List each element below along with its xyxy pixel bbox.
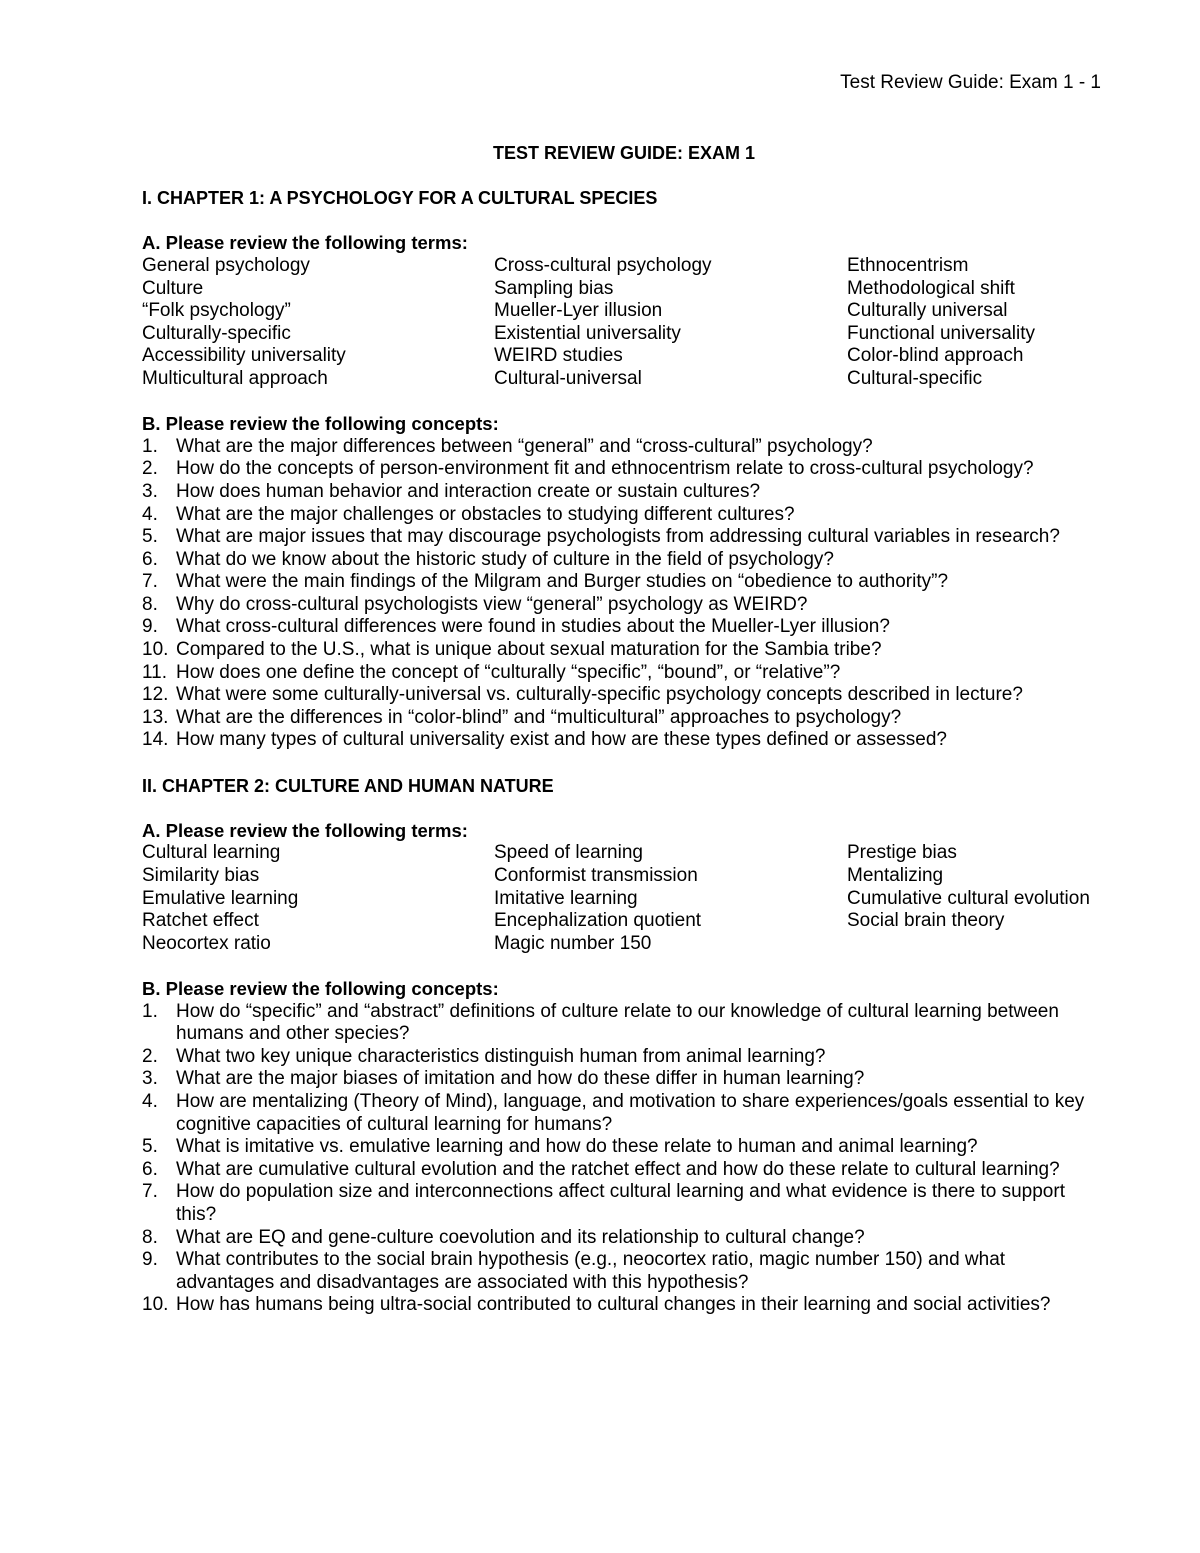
chapter-heading: II. CHAPTER 2: CULTURE AND HUMAN NATURE: [142, 775, 554, 796]
list-item: [142, 1159, 1102, 1182]
list-item: [142, 1181, 1102, 1226]
item-text: What two key unique characteristics distinguish human from animal learning?: [176, 1045, 826, 1067]
item-number: 6.: [142, 548, 158, 570]
term: Similarity bias: [142, 865, 260, 886]
list-item: [142, 684, 1102, 707]
terms-heading: A. Please review the following terms:: [142, 232, 468, 254]
term: Functional universality: [847, 322, 1035, 344]
document-title: TEST REVIEW GUIDE: EXAM 1: [492, 143, 756, 163]
document-body: [142, 142, 1102, 1317]
list-item: [142, 662, 1102, 685]
term: [847, 933, 1102, 956]
item-number: 6.: [142, 1158, 158, 1180]
item-number: 13.: [142, 706, 169, 728]
term: Cultural-specific: [847, 367, 983, 389]
item-number: 3.: [142, 1068, 158, 1090]
item-text: How do the concepts of person-environment fit and ethnocentrism relate to cross-cultural psychology?: [176, 458, 1034, 480]
list-item: [142, 1091, 1102, 1136]
term: Accessibility universality: [142, 345, 346, 367]
item-text: What are cumulative cultural evolution and the ratchet effect and how do these relate to cultural learning?: [176, 1158, 1060, 1180]
item-text: What are EQ and gene-culture coevolution and its relationship to cultural change?: [176, 1226, 865, 1248]
term: Culturally universal: [847, 300, 1008, 322]
item-number: 7.: [142, 1181, 158, 1203]
item-text: What are the major biases of imitation and how do these differ in human learning?: [176, 1068, 865, 1090]
list-item: [142, 504, 1102, 527]
list-item: [142, 1294, 1102, 1317]
item-text: What do we know about the historic study of culture in the field of psychology?: [176, 548, 834, 570]
terms-grid: [142, 255, 1102, 391]
item-text: What are the major differences between “general” and “cross-cultural” psychology?: [176, 435, 873, 457]
list-item: [142, 481, 1102, 504]
list-item: [142, 436, 1102, 459]
running-header: Test Review Guide: Exam 1 - 1: [840, 72, 1101, 93]
list-item: [142, 458, 1102, 481]
list-item: [142, 549, 1102, 572]
term: Cumulative cultural evolution: [847, 887, 1090, 909]
item-number: 10.: [142, 639, 169, 661]
concept-list: [142, 436, 1102, 752]
item-text: How do population size and interconnections affect cultural learning and what evidence is there to support this?: [176, 1181, 1065, 1225]
term: Existential universality: [494, 322, 681, 344]
item-text: How has humans being ultra-social contributed to cultural changes in their learning and social activities?: [176, 1294, 1051, 1316]
item-number: 4.: [142, 503, 158, 525]
item-text: What are the differences in “color-blind” and “multicultural” approaches to psychology?: [176, 706, 902, 728]
item-number: 10.: [142, 1294, 169, 1316]
item-number: 9.: [142, 1249, 158, 1271]
list-item: [142, 1227, 1102, 1250]
item-number: 8.: [142, 1226, 158, 1248]
term: Ratchet effect: [142, 910, 259, 932]
item-number: 5.: [142, 526, 158, 548]
term: Culturally-specific: [142, 322, 291, 344]
item-text: What is imitative vs. emulative learning and how do these relate to human and animal learning?: [176, 1136, 978, 1158]
item-text: How does one define the concept of “culturally “specific”, “bound”, or “relative”?: [176, 661, 841, 683]
term: Cross-cultural psychology: [494, 254, 712, 276]
chapter-heading: I. CHAPTER 1: A PSYCHOLOGY FOR A CULTURAL SPECIES: [142, 188, 658, 209]
term: Multicultural approach: [142, 367, 328, 389]
chapter-2-section: [142, 775, 1102, 1317]
list-item: [142, 571, 1102, 594]
item-text: How are mentalizing (Theory of Mind), language, and motivation to share experiences/goals essential to key cognitive capacities of cultural learning for humans?: [176, 1090, 1085, 1135]
item-number: 1.: [142, 1000, 158, 1022]
item-text: How do “specific” and “abstract” definitions of culture relate to our knowledge of cultural learning between humans and other species?: [176, 1000, 1059, 1045]
item-number: 12.: [142, 684, 169, 706]
list-item: [142, 1046, 1102, 1069]
term: Cultural-universal: [494, 367, 642, 389]
item-text: What cross-cultural differences were found in studies about the Mueller-Lyer illusion?: [176, 616, 890, 638]
item-text: What contributes to the social brain hypothesis (e.g., neocortex ratio, magic number 150) and what advantages and disadvantages are associated with this hypothesis?: [176, 1249, 1006, 1293]
list-item: [142, 707, 1102, 730]
item-number: 5.: [142, 1136, 158, 1158]
list-item: [142, 594, 1102, 617]
list-item: [142, 526, 1102, 549]
term: Methodological shift: [847, 277, 1015, 299]
term: Cultural learning: [142, 842, 281, 864]
concepts-heading: B. Please review the following concepts:: [142, 413, 499, 435]
item-number: 7.: [142, 571, 158, 593]
item-text: What were some culturally-universal vs. culturally-specific psychology concepts described in lecture?: [176, 684, 1023, 706]
list-item: [142, 1068, 1102, 1091]
term: Ethnocentrism: [847, 254, 969, 276]
item-number: 11.: [142, 661, 168, 683]
list-item: [142, 1136, 1102, 1159]
item-number: 2.: [142, 1045, 158, 1067]
list-item: [142, 729, 1102, 752]
list-item: [142, 639, 1102, 662]
item-text: What are the major challenges or obstacles to studying different cultures?: [176, 503, 795, 525]
term: Conformist transmission: [494, 865, 698, 886]
term: Magic number 150: [494, 932, 652, 954]
item-text: Compared to the U.S., what is unique about sexual maturation for the Sambia tribe?: [176, 639, 882, 661]
item-number: 2.: [142, 458, 158, 480]
item-number: 3.: [142, 480, 158, 502]
item-text: Why do cross-cultural psychologists view “general” psychology as WEIRD?: [176, 593, 808, 615]
item-number: 9.: [142, 616, 158, 638]
item-number: 4.: [142, 1090, 158, 1112]
term: Neocortex ratio: [142, 932, 271, 954]
list-item: [142, 1249, 1102, 1294]
list-item: [142, 1001, 1102, 1046]
terms-grid: [142, 842, 1102, 955]
concepts-heading: B. Please review the following concepts:: [142, 977, 499, 999]
item-text: What are major issues that may discourage psychologists from addressing cultural variables in research?: [176, 526, 1060, 548]
term: “Folk psychology”: [142, 300, 291, 322]
term: Color-blind approach: [847, 345, 1024, 367]
item-text: How does human behavior and interaction create or sustain cultures?: [176, 480, 761, 502]
term: General psychology: [142, 254, 310, 276]
term: Mentalizing: [847, 865, 944, 886]
term: Mueller-Lyer illusion: [494, 300, 663, 322]
term: Prestige bias: [847, 842, 957, 864]
term: Imitative learning: [494, 887, 638, 909]
item-text: What were the main findings of the Milgram and Burger studies on “obedience to authority”?: [176, 571, 949, 593]
item-number: 1.: [142, 435, 158, 457]
term: WEIRD studies: [494, 345, 623, 367]
term: Culture: [142, 277, 204, 299]
item-number: 8.: [142, 593, 158, 615]
term: Social brain theory: [847, 910, 1005, 932]
chapter-1-section: [142, 187, 1102, 752]
term: Emulative learning: [142, 887, 299, 909]
term: Encephalization quotient: [494, 910, 702, 932]
section-spacer: [142, 752, 1102, 775]
concept-list: [142, 1001, 1102, 1317]
list-item: [142, 616, 1102, 639]
item-text: How many types of cultural universality exist and how are these types defined or assessed?: [176, 729, 947, 751]
item-number: 14.: [142, 729, 169, 751]
term: Speed of learning: [494, 842, 643, 864]
terms-heading: A. Please review the following terms:: [142, 819, 468, 841]
term: Sampling bias: [494, 277, 614, 299]
